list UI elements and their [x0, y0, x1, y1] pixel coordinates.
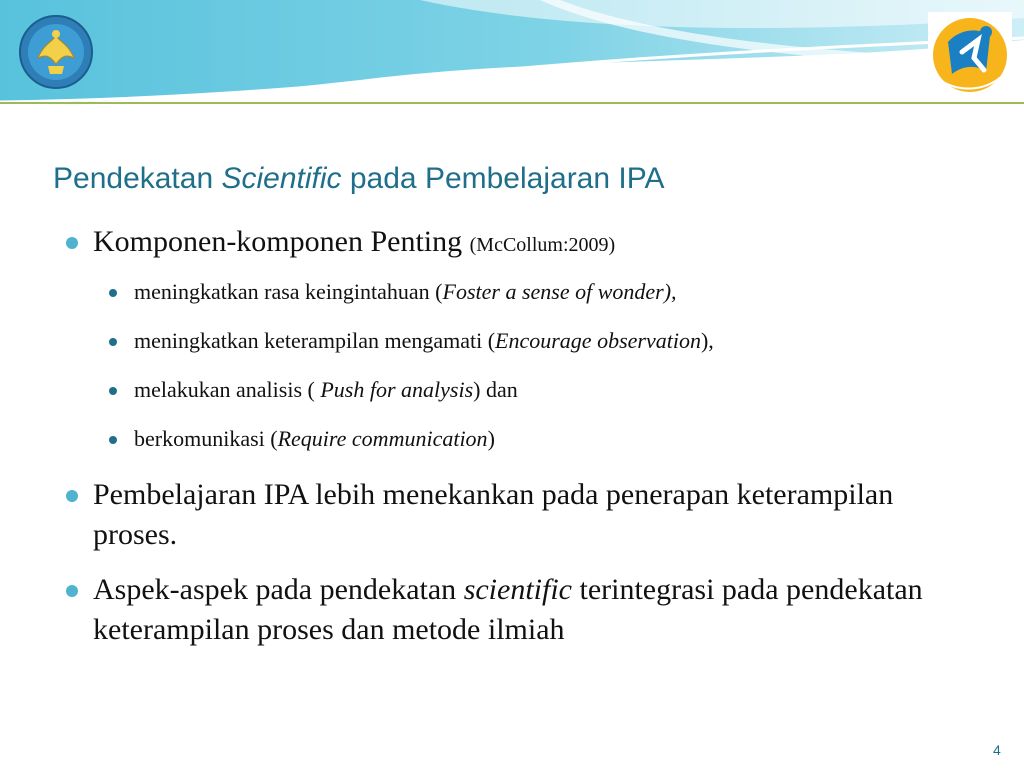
bullet-text: Pembelajaran IPA lebih menekankan pada penerapan keterampilan proses.	[93, 478, 894, 551]
slide-title	[53, 162, 665, 196]
sub-bullet-text-end: )	[487, 426, 495, 451]
title-text-emphasis: Scientific	[221, 162, 342, 195]
sub-bullet-text: meningkatkan keterampilan mengamati (	[134, 328, 496, 353]
bullet-text: Komponen-komponen Penting	[93, 225, 470, 258]
sub-bullet-emphasis: Encourage observation	[495, 328, 701, 353]
bullet-text-end: terintegrasi pada pendekatan keterampilan proses dan metode ilmiah	[93, 573, 923, 646]
sub-bullet-observation	[60, 326, 960, 356]
bullet-dot-icon	[66, 237, 78, 249]
sub-bullet-text: berkomunikasi (	[134, 426, 278, 451]
sub-bullet-emphasis: Foster a sense of wonder),	[442, 279, 677, 304]
bullet-komponen	[60, 222, 960, 265]
sub-bullet-dot-icon	[109, 289, 117, 297]
bullet-aspek	[60, 570, 953, 650]
title-text-end: pada Pembelajaran IPA	[341, 162, 665, 195]
title-text-start: Pendekatan	[53, 162, 222, 195]
sub-bullet-emphasis: Push for analysis	[320, 377, 474, 402]
sub-bullet-analysis	[60, 375, 960, 405]
sub-bullet-emphasis: Require communication	[277, 426, 488, 451]
kurikulum-2013-logo	[928, 12, 1012, 98]
sub-bullet-text-end: ),	[700, 328, 714, 353]
bullet-emphasis: scientific	[463, 573, 572, 606]
sub-bullet-text: melakukan analisis (	[134, 377, 321, 402]
bullet-dot-icon	[66, 490, 78, 502]
tut-wuri-handayani-emblem	[18, 14, 94, 90]
sub-bullet-dot-icon	[109, 387, 117, 395]
sub-bullet-text: meningkatkan rasa keingintahuan (	[134, 279, 443, 304]
page-number: 4	[993, 742, 1001, 758]
slide-content	[60, 222, 960, 650]
sub-bullet-dot-icon	[109, 436, 117, 444]
sub-bullet-text-end: ) dan	[473, 377, 518, 402]
sub-bullet-dot-icon	[109, 338, 117, 346]
bullet-pembelajaran	[60, 475, 913, 555]
bullet-dot-icon	[66, 585, 78, 597]
bullet-text: Aspek-aspek pada pendekatan	[93, 573, 464, 606]
sub-bullet-communication	[60, 424, 960, 454]
citation-text: (McCollum:2009)	[469, 234, 616, 256]
sub-bullet-wonder	[60, 277, 960, 307]
header-band	[0, 0, 1024, 110]
